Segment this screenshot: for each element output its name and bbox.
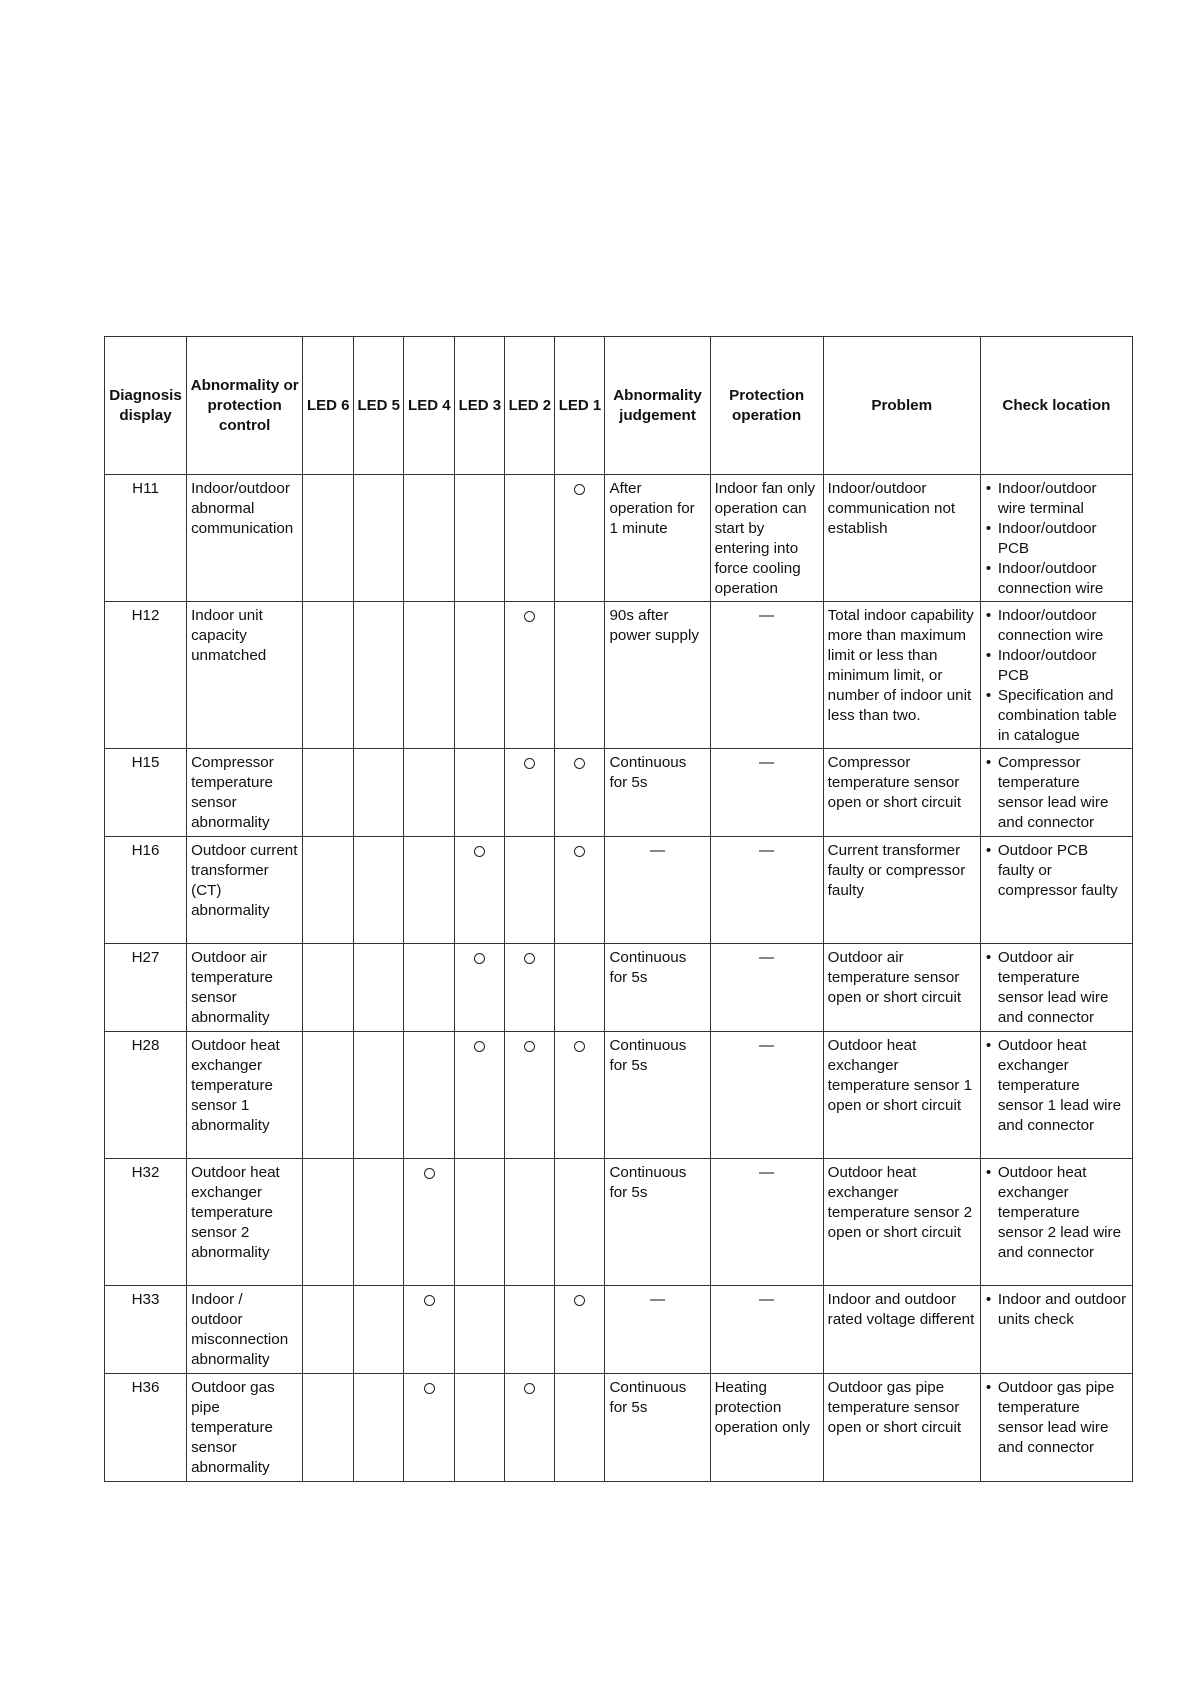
check-location-item: • Indoor/outdoor connection wire [985, 606, 1128, 646]
led1-cell [555, 602, 605, 749]
judgement-cell [605, 1159, 710, 1286]
problem-cell-text: Total indoor capability more than maximum limit or less than minimum limit, or number of indoor unit less than two. [827, 607, 974, 724]
check-location-item: • Outdoor gas pipe temperature sensor lead wire and connector [985, 1378, 1128, 1458]
check-location-cell [980, 1374, 1132, 1482]
abnormality-cell-text: Indoor unit capacity unmatched [191, 607, 267, 664]
led-on-indicator-icon [524, 953, 535, 964]
led-on-indicator-icon [474, 953, 485, 964]
led6-cell [303, 1286, 354, 1374]
header-problem: Problem [823, 337, 980, 475]
led6-cell [303, 475, 354, 602]
problem-cell [823, 944, 980, 1032]
problem-cell-text: Current transformer faulty or compressor faulty [827, 842, 966, 899]
abnormality-cell-text: Outdoor current transformer (CT) abnormality [191, 842, 298, 919]
led2-cell [505, 1374, 555, 1482]
diagnosis-code-cell [105, 1159, 187, 1286]
problem-cell [823, 1032, 980, 1159]
led3-cell [455, 944, 505, 1032]
table-header-row [105, 337, 1133, 475]
led3-cell [455, 1374, 505, 1482]
protection-cell [710, 1032, 823, 1159]
check-location-item: • Outdoor heat exchanger temperature sensor 1 lead wire and connector [985, 1036, 1128, 1136]
check-location-item: • Indoor/outdoor wire terminal [985, 479, 1128, 519]
led4-cell [404, 475, 455, 602]
protection-cell-text: — [759, 754, 775, 771]
diagnosis-code-cell-text: H16 [131, 842, 160, 859]
protection-cell [710, 749, 823, 837]
protection-cell [710, 837, 823, 944]
header-led5: LED 5 [354, 337, 404, 475]
judgement-cell-text: Continuous for 5s [609, 1037, 687, 1074]
check-location-item: • Indoor/outdoor PCB [985, 519, 1128, 559]
abnormality-cell-text: Indoor / outdoor misconnection abnormality [191, 1291, 289, 1368]
led5-cell [354, 475, 404, 602]
led4-cell [404, 944, 455, 1032]
problem-cell [823, 749, 980, 837]
led2-cell [505, 1286, 555, 1374]
protection-cell-text: Heating protection operation only [714, 1379, 810, 1436]
table-row [105, 749, 1133, 837]
led2-cell [505, 1159, 555, 1286]
abnormality-cell-text: Outdoor heat exchanger temperature sensor 2 abnormality [191, 1164, 280, 1261]
led5-cell [354, 749, 404, 837]
judgement-cell [605, 1286, 710, 1374]
header-protection: Protection operation [710, 337, 823, 475]
problem-cell-text: Indoor/outdoor communication not establish [827, 480, 956, 537]
abnormality-cell [187, 944, 303, 1032]
led5-cell [354, 837, 404, 944]
check-location-item: • Compressor temperature sensor lead wire and connector [985, 753, 1128, 833]
led1-cell [555, 1374, 605, 1482]
check-location-item: • Indoor/outdoor connection wire [985, 559, 1128, 599]
check-location-item: • Specification and combination table in catalogue [985, 686, 1128, 746]
judgement-cell [605, 944, 710, 1032]
check-location-cell [980, 1159, 1132, 1286]
protection-cell-text: Indoor fan only operation can start by entering into force cooling operation [714, 480, 816, 597]
problem-cell-text: Indoor and outdoor rated voltage different [827, 1291, 975, 1328]
abnormality-cell [187, 602, 303, 749]
abnormality-cell [187, 475, 303, 602]
led6-cell [303, 602, 354, 749]
problem-cell-text: Outdoor heat exchanger temperature sensor 2 open or short circuit [827, 1164, 973, 1241]
header-led2: LED 2 [505, 337, 555, 475]
judgement-cell [605, 749, 710, 837]
table-row [105, 944, 1133, 1032]
led5-cell [354, 944, 404, 1032]
led-on-indicator-icon [524, 1041, 535, 1052]
led2-cell [505, 944, 555, 1032]
led-on-indicator-icon [424, 1168, 435, 1179]
abnormality-cell-text: Compressor temperature sensor abnormality [191, 754, 274, 831]
problem-cell [823, 1159, 980, 1286]
abnormality-cell-text: Indoor/outdoor abnormal communication [191, 480, 294, 537]
diagnosis-code-cell-text: H27 [131, 949, 160, 966]
diagnosis-code-cell-text: H11 [132, 480, 159, 497]
led4-cell [404, 602, 455, 749]
led3-cell [455, 1159, 505, 1286]
led5-cell [354, 1159, 404, 1286]
diagnosis-code-cell-text: H33 [131, 1291, 160, 1308]
diagnosis-code-cell [105, 1374, 187, 1482]
header-diagnosis-display: Diagnosis display [105, 337, 187, 475]
protection-cell [710, 1159, 823, 1286]
protection-cell-text: — [759, 1037, 775, 1054]
led-on-indicator-icon [424, 1383, 435, 1394]
protection-cell [710, 1286, 823, 1374]
table-row [105, 1374, 1133, 1482]
check-location-cell [980, 749, 1132, 837]
check-location-item: • Indoor and outdoor units check [985, 1290, 1128, 1330]
led5-cell [354, 1374, 404, 1482]
led3-cell [455, 837, 505, 944]
diagnosis-code-cell-text: H28 [131, 1037, 160, 1054]
abnormality-cell [187, 749, 303, 837]
judgement-cell [605, 1374, 710, 1482]
led3-cell [455, 602, 505, 749]
judgement-cell [605, 1032, 710, 1159]
diagnosis-code-cell-text: H32 [131, 1164, 160, 1181]
led4-cell [404, 749, 455, 837]
judgement-cell-text: Continuous for 5s [609, 1164, 687, 1201]
check-location-item: • Outdoor PCB faulty or compressor faulty [985, 841, 1128, 901]
header-led3: LED 3 [455, 337, 505, 475]
protection-cell-text: — [759, 842, 775, 859]
table-row [105, 602, 1133, 749]
led3-cell [455, 475, 505, 602]
protection-cell-text: — [759, 949, 775, 966]
protection-cell-text: — [759, 607, 775, 624]
led4-cell [404, 1374, 455, 1482]
header-led1: LED 1 [555, 337, 605, 475]
judgement-cell-text: After operation for 1 minute [609, 480, 695, 537]
led-on-indicator-icon [524, 1383, 535, 1394]
abnormality-cell [187, 1286, 303, 1374]
check-location-cell [980, 944, 1132, 1032]
led3-cell [455, 1032, 505, 1159]
header-check-location: Check location [980, 337, 1132, 475]
check-location-cell [980, 837, 1132, 944]
led2-cell [505, 837, 555, 944]
led-on-indicator-icon [574, 1041, 585, 1052]
abnormality-cell-text: Outdoor gas pipe temperature sensor abnormality [191, 1379, 275, 1476]
protection-cell [710, 1374, 823, 1482]
led5-cell [354, 1032, 404, 1159]
check-location-cell [980, 1286, 1132, 1374]
led1-cell [555, 1032, 605, 1159]
led6-cell [303, 1159, 354, 1286]
led2-cell [505, 602, 555, 749]
led4-cell [404, 837, 455, 944]
problem-cell [823, 602, 980, 749]
header-abnormality-control: Abnormality or protection control [187, 337, 303, 475]
problem-cell [823, 1374, 980, 1482]
problem-cell-text: Compressor temperature sensor open or short circuit [827, 754, 962, 811]
led-on-indicator-icon [574, 758, 585, 769]
table-row [105, 475, 1133, 602]
table-row [105, 1286, 1133, 1374]
led1-cell [555, 1159, 605, 1286]
led3-cell [455, 749, 505, 837]
led4-cell [404, 1032, 455, 1159]
led-on-indicator-icon [574, 846, 585, 857]
problem-cell [823, 475, 980, 602]
abnormality-cell [187, 1374, 303, 1482]
header-led6: LED 6 [303, 337, 354, 475]
led-on-indicator-icon [574, 484, 585, 495]
led6-cell [303, 1032, 354, 1159]
led1-cell [555, 475, 605, 602]
led6-cell [303, 749, 354, 837]
check-location-cell [980, 475, 1132, 602]
table-row [105, 837, 1133, 944]
abnormality-cell [187, 1159, 303, 1286]
table-row [105, 1159, 1133, 1286]
diagnosis-code-cell [105, 602, 187, 749]
abnormality-cell [187, 1032, 303, 1159]
diagnosis-table [104, 336, 1133, 1482]
led1-cell [555, 944, 605, 1032]
led1-cell [555, 1286, 605, 1374]
diagnosis-code-cell [105, 749, 187, 837]
abnormality-cell [187, 837, 303, 944]
check-location-item: • Outdoor air temperature sensor lead wire and connector [985, 948, 1128, 1028]
led2-cell [505, 475, 555, 602]
table-body [105, 475, 1133, 1482]
led6-cell [303, 1374, 354, 1482]
led6-cell [303, 944, 354, 1032]
led4-cell [404, 1159, 455, 1286]
judgement-cell-text: 90s after power supply [609, 607, 699, 644]
led-on-indicator-icon [524, 758, 535, 769]
led3-cell [455, 1286, 505, 1374]
diagnosis-code-cell [105, 1032, 187, 1159]
led5-cell [354, 602, 404, 749]
judgement-cell-text: — [649, 842, 666, 859]
led1-cell [555, 749, 605, 837]
check-location-item: • Outdoor heat exchanger temperature sensor 2 lead wire and connector [985, 1163, 1128, 1263]
protection-cell [710, 944, 823, 1032]
problem-cell [823, 837, 980, 944]
protection-cell [710, 602, 823, 749]
protection-cell [710, 475, 823, 602]
abnormality-cell-text: Outdoor air temperature sensor abnormality [191, 949, 273, 1026]
judgement-cell-text: Continuous for 5s [609, 949, 687, 986]
abnormality-cell-text: Outdoor heat exchanger temperature sensor 1 abnormality [191, 1037, 280, 1134]
led2-cell [505, 1032, 555, 1159]
problem-cell-text: Outdoor heat exchanger temperature sensor 1 open or short circuit [827, 1037, 973, 1114]
judgement-cell [605, 475, 710, 602]
diagnosis-code-cell [105, 475, 187, 602]
diagnosis-code-cell-text: H12 [131, 607, 160, 624]
problem-cell-text: Outdoor gas pipe temperature sensor open or short circuit [827, 1379, 962, 1436]
header-judgement: Abnormality judgement [605, 337, 710, 475]
diagnosis-code-cell [105, 944, 187, 1032]
led-on-indicator-icon [474, 1041, 485, 1052]
check-location-item: • Indoor/outdoor PCB [985, 646, 1128, 686]
protection-cell-text: — [759, 1291, 775, 1308]
led4-cell [404, 1286, 455, 1374]
problem-cell-text: Outdoor air temperature sensor open or short circuit [827, 949, 962, 1006]
led-on-indicator-icon [474, 846, 485, 857]
led5-cell [354, 1286, 404, 1374]
led1-cell [555, 837, 605, 944]
header-led4: LED 4 [404, 337, 455, 475]
protection-cell-text: — [759, 1164, 775, 1181]
led6-cell [303, 837, 354, 944]
problem-cell [823, 1286, 980, 1374]
judgement-cell-text: Continuous for 5s [609, 1379, 687, 1416]
judgement-cell-text: — [649, 1291, 666, 1308]
judgement-cell-text: Continuous for 5s [609, 754, 687, 791]
diagnosis-code-cell [105, 837, 187, 944]
judgement-cell [605, 602, 710, 749]
table-row [105, 1032, 1133, 1159]
judgement-cell [605, 837, 710, 944]
led-on-indicator-icon [424, 1295, 435, 1306]
led-on-indicator-icon [574, 1295, 585, 1306]
diagnosis-code-cell [105, 1286, 187, 1374]
led-on-indicator-icon [524, 611, 535, 622]
led2-cell [505, 749, 555, 837]
diagnosis-code-cell-text: H15 [131, 754, 160, 771]
check-location-cell [980, 602, 1132, 749]
diagnosis-code-cell-text: H36 [131, 1379, 160, 1396]
check-location-cell [980, 1032, 1132, 1159]
